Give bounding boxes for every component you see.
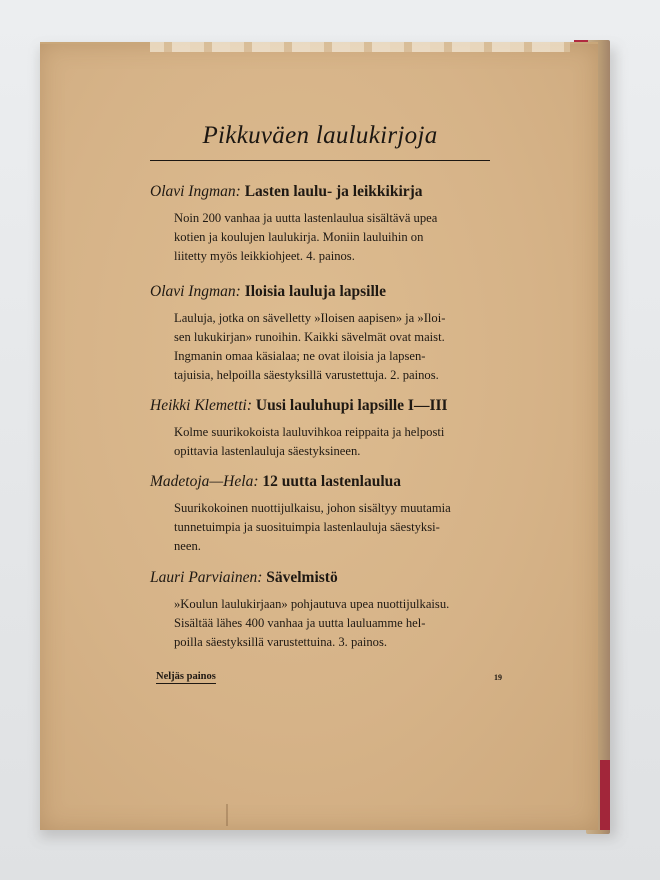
entry-heading — [150, 472, 510, 492]
description-line: Noin 200 vanhaa ja uutta lastenlaulua sisältävä upea — [174, 211, 438, 225]
description-line: »Koulun laulukirjaan» pohjautuva upea nuottijulkaisu. — [174, 597, 450, 611]
cover-crease — [226, 804, 228, 826]
entry-title: Iloisia lauluja lapsille — [244, 283, 386, 300]
entry-description — [174, 595, 510, 652]
description-line: Suurikokoinen nuottijulkaisu, johon sisältyy muutamia — [174, 501, 451, 515]
description-line: tajuisia, helpoilla säestyksillä varustettuja. 2. painos. — [174, 368, 439, 382]
description-line: liitetty myös leikkiohjeet. 4. painos. — [174, 249, 355, 263]
entry-author: Heikki Klemetti: — [150, 397, 252, 414]
entry-author: Olavi Ingman: — [150, 283, 241, 300]
description-line: Ingmanin omaa käsialaa; ne ovat iloisia ja lapsen- — [174, 349, 426, 363]
description-line: Kolme suurikokoista lauluvihkoa reippaita ja helposti — [174, 425, 445, 439]
entry-title: Sävelmistö — [266, 569, 338, 586]
entry-title: Uusi lauluhupi lapsille I—III — [255, 397, 448, 414]
entry-description — [174, 423, 510, 461]
printer-mark: 19 — [494, 673, 502, 682]
book-entry-2 — [150, 282, 510, 385]
title-rule — [150, 160, 490, 161]
binding-corner-bottom — [600, 760, 610, 830]
book-entry-5 — [150, 568, 510, 652]
entry-description — [174, 309, 510, 385]
description-line: opittavia lastenlauluja säestyksineen. — [174, 444, 361, 458]
torn-top-edge — [150, 42, 570, 52]
entry-author: Madetoja—Hela: — [150, 473, 259, 490]
book-entry-3 — [150, 396, 510, 461]
cover-title: Pikkuväen laulukirjoja — [202, 122, 438, 149]
edition-note: Neljäs painos — [156, 671, 216, 682]
entry-author: Olavi Ingman: — [150, 183, 241, 200]
entry-heading — [150, 568, 510, 588]
description-line: tunnetuimpia ja suosituimpia lastenlauluja säestyksi- — [174, 520, 440, 534]
entry-heading — [150, 396, 510, 416]
entry-description — [174, 209, 510, 266]
entry-heading — [150, 282, 510, 302]
description-line: poilla säestyksillä varustettuina. 3. painos. — [174, 635, 388, 649]
description-line: Lauluja, jotka on sävelletty »Iloisen aapisen» ja »Iloi- — [174, 311, 446, 325]
entry-description — [174, 499, 510, 556]
book-entry-4 — [150, 472, 510, 556]
description-line: kotien ja koulujen laulukirja. Moniin lauluihin on — [174, 230, 424, 244]
description-line: neen. — [174, 539, 201, 553]
entry-heading — [150, 182, 510, 202]
entry-title: 12 uutta lastenlaulua — [262, 473, 402, 490]
description-line: Sisältää lähes 400 vanhaa ja uutta lauluamme hel- — [174, 616, 426, 630]
description-line: sen lukukirjan» runoihin. Kaikki sävelmät ovat maist. — [174, 330, 445, 344]
book-entry-1 — [150, 182, 510, 266]
entry-title: Lasten laulu- ja leikkikirja — [244, 183, 423, 200]
entry-author: Lauri Parviainen: — [150, 569, 263, 586]
